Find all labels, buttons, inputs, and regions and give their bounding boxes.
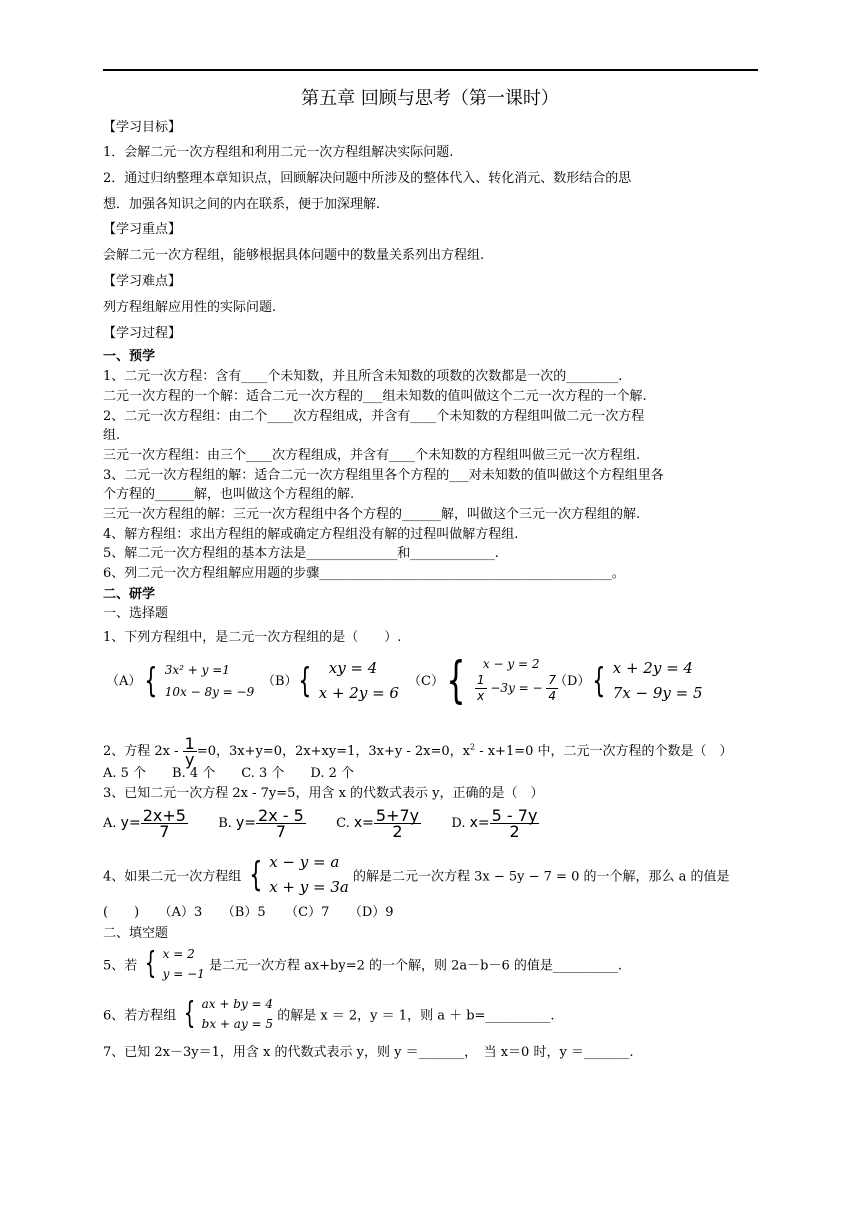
- goal-2b: 想．加强各知识之间的内在联系，便于加深理解.: [103, 197, 381, 212]
- question-2-options: A. 5 个 B. 4 个 C. 3 个 D. 2 个: [103, 766, 355, 781]
- page-title: 第五章 回顾与思考（第一课时）: [301, 88, 559, 109]
- diff-heading: 【学习难点】: [103, 274, 182, 289]
- question-6: 6、若方程组 { ax + by = 4 bx + ay = 5 的解是 x ＝ 2，y ＝ 1，则 a ＋ b=__________.: [103, 996, 555, 1031]
- q1-option-b-label: （B）: [262, 674, 298, 689]
- brace-icon: {: [145, 946, 157, 981]
- pre-line-8: 三元一次方程组的解：三元一次方程组中各个方程的______解，叫做这个三元一次方程组的解.: [103, 507, 641, 522]
- q1-option-a-label: （A）: [106, 674, 142, 689]
- goal-1: 1．会解二元一次方程组和利用二元一次方程组解决实际问题.: [103, 145, 454, 160]
- pre-heading: 一、预学: [103, 349, 156, 364]
- q3-options: A. y= $\frac{2x+5}{7}$ B. y= $\frac{2x - 5}{7}$ C. x= $\frac{5+7y}{2}$ D. x= $\frac{5 - 7y}{2}$: [103, 806, 538, 841]
- q1-option-a-system: { 3x² + y =1 10x − 8y = −9: [144, 661, 255, 701]
- key-heading: 【学习重点】: [103, 222, 182, 237]
- pre-line-6: 3、二元一次方程组的解：适合二元一次方程组里各个方程的___对未知数的值叫做这个方程组里各: [103, 468, 664, 483]
- q1-option-c-system: { x − y = 2 $\frac{1}{x}$ −3y = − $\frac{7}{4}$: [446, 650, 557, 709]
- brace-icon: {: [249, 855, 263, 895]
- question-7: 7、已知 2x－3y＝1，用含 x 的代数式表示 y，则 y ＝_______， 当 x＝0 时，y ＝_______.: [103, 1045, 634, 1060]
- pre-line-5: 三元一次方程组：由三个____次方程组成，并含有____个未知数的方程组叫做三元一次方程组.: [103, 448, 641, 463]
- q1-option-b-system: { xy = 4 x + 2y = 6: [298, 659, 399, 702]
- q1-option-c-label: （C）: [408, 674, 444, 689]
- question-4-options: ( ) （A）3 （B）5 （C）7 （D）9: [103, 905, 394, 920]
- brace-icon: {: [446, 650, 466, 709]
- pre-line-3: 2、二元一次方程组：由二个____次方程组成，并含有____个未知数的方程组叫做二元一次方程: [103, 409, 645, 424]
- pre-line-10: 5、解二元一次方程组的基本方法是______________和_____________.: [103, 546, 499, 561]
- question-3: 3、已知二元一次方程 2x - 7y=5，用含 x 的代数式表示 y，正确的是（ ）: [103, 786, 544, 801]
- proc-heading: 【学习过程】: [103, 326, 182, 341]
- brace-icon: {: [184, 996, 196, 1031]
- brace-icon: {: [144, 661, 158, 701]
- q1-option-d-label: （D）: [554, 674, 591, 689]
- question-4: 4、如果二元一次方程组 { x − y = a x + y = 3a 的解是二元一次方程 3x − 5y − 7 = 0 的一个解，那么 a 的值是: [103, 853, 730, 896]
- q1-option-d-system: { x + 2y = 4 7x − 9y = 5: [592, 659, 703, 702]
- goal-heading: 【学习目标】: [103, 120, 182, 135]
- question-5: 5、若 { x = 2 y = −1 是二元一次方程 ax+by=2 的一个解，则 2a－b－6 的值是__________.: [103, 946, 623, 981]
- key-text: 会解二元一次方程组，能够根据具体问题中的数量关系列出方程组.: [103, 248, 485, 263]
- goal-2a: 2．通过归纳整理本章知识点，回顾解决问题中所涉及的整体代入、转化消元、数形结合的思: [103, 171, 632, 186]
- pre-line-11: 6、列二元一次方程组解应用题的步骤_____________________________________________。: [103, 566, 625, 581]
- fill-heading: 二、填空题: [103, 926, 169, 941]
- top-rule: [103, 69, 758, 71]
- pre-line-2: 二元一次方程的一个解：适合二元一次方程的___组未知数的值叫做这个二元一次方程的一个解.: [103, 389, 647, 404]
- diff-text: 列方程组解应用性的实际问题.: [103, 300, 277, 315]
- study-heading: 二、研学: [103, 587, 156, 602]
- choice-heading: 一、选择题: [103, 606, 169, 621]
- pre-line-7: 个方程的______解，也叫做这个方程组的解.: [103, 487, 355, 502]
- question-2: 2、方程 2x - $\frac{1}{y}$ =0，3x+y=0，2x+xy=1，3x+y - 2x=0，$x^2 - x+1=0$ 中，二元一次方程的个数是（ ）: [103, 734, 733, 769]
- pre-line-4: 组.: [103, 428, 121, 443]
- pre-line-9: 4、解方程组：求出方程组的解或确定方程组没有解的过程叫做解方程组.: [103, 527, 519, 542]
- question-1: 1、下列方程组中，是二元一次方程组的是（ ）.: [103, 630, 402, 645]
- pre-line-1: 1、二元一次方程：含有____个未知数，并且所含未知数的项数的次数都是一次的________.: [103, 369, 623, 384]
- brace-icon: {: [592, 661, 606, 701]
- brace-icon: {: [298, 661, 312, 701]
